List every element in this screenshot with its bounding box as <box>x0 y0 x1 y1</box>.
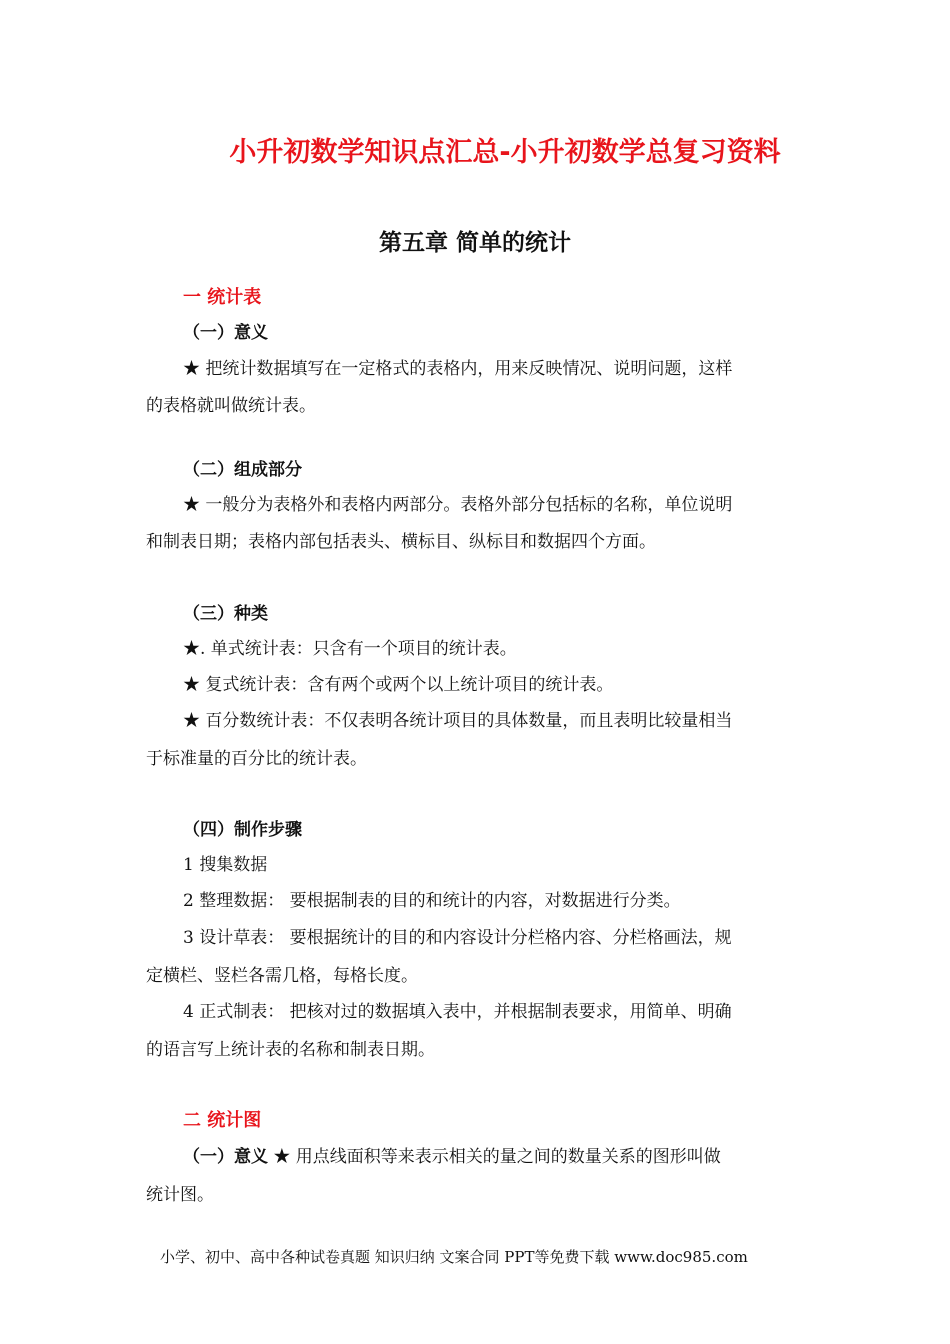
paragraph-line: 的表格就叫做统计表。 <box>146 396 316 416</box>
list-item: 的语言写上统计表的名称和制表日期。 <box>146 1040 435 1060</box>
paragraph-line: 和制表日期；表格内部包括表头、横标目、纵标目和数据四个方面。 <box>146 532 656 552</box>
page-footer: 小学、初中、高中各种试卷真题 知识归纳 文案合同 PPT等免费下载 www.doc985.com <box>160 1248 748 1266</box>
list-item: 2 整理数据： 要根据制表的目的和统计的内容，对数据进行分类。 <box>183 891 681 911</box>
subheading-meaning: （一）意义 <box>183 323 268 343</box>
paragraph-line: ★ 把统计数据填写在一定格式的表格内，用来反映情况、说明问题，这样 <box>183 359 733 379</box>
list-item: 3 设计草表： 要根据统计的目的和内容设计分栏格内容、分栏格画法，规 <box>183 928 732 948</box>
document-title: 小升初数学知识点汇总-小升初数学总复习资料 <box>229 137 781 168</box>
paragraph-line: 统计图。 <box>146 1185 214 1205</box>
section-heading-tables: 一 统计表 <box>183 287 262 308</box>
list-item: ★. 单式统计表：只含有一个项目的统计表。 <box>183 639 517 659</box>
paragraph-line: ★ 用点线面积等来表示相关的量之间的数量关系的图形叫做 <box>268 1147 721 1167</box>
list-item: 1 搜集数据 <box>183 855 268 875</box>
subheading-components: （二）组成部分 <box>183 460 302 480</box>
section-heading-charts: 二 统计图 <box>183 1110 262 1131</box>
chart-meaning-line <box>183 1142 721 1167</box>
list-item: ★ 百分数统计表：不仅表明各统计项目的具体数量，而且表明比较量相当 <box>183 711 733 731</box>
list-item: 4 正式制表： 把核对过的数据填入表中，并根据制表要求，用简单、明确 <box>183 1002 732 1022</box>
subheading-steps: （四）制作步骤 <box>183 820 302 840</box>
subheading-types: （三）种类 <box>183 604 268 624</box>
chapter-title: 第五章 简单的统计 <box>378 230 571 256</box>
list-item: 定横栏、竖栏各需几格，每格长度。 <box>146 966 418 986</box>
subheading-meaning: （一）意义 <box>183 1147 268 1167</box>
paragraph-line: ★ 一般分为表格外和表格内两部分。表格外部分包括标的名称，单位说明 <box>183 495 733 515</box>
list-item: 于标准量的百分比的统计表。 <box>146 749 367 769</box>
list-item: ★ 复式统计表：含有两个或两个以上统计项目的统计表。 <box>183 675 614 695</box>
